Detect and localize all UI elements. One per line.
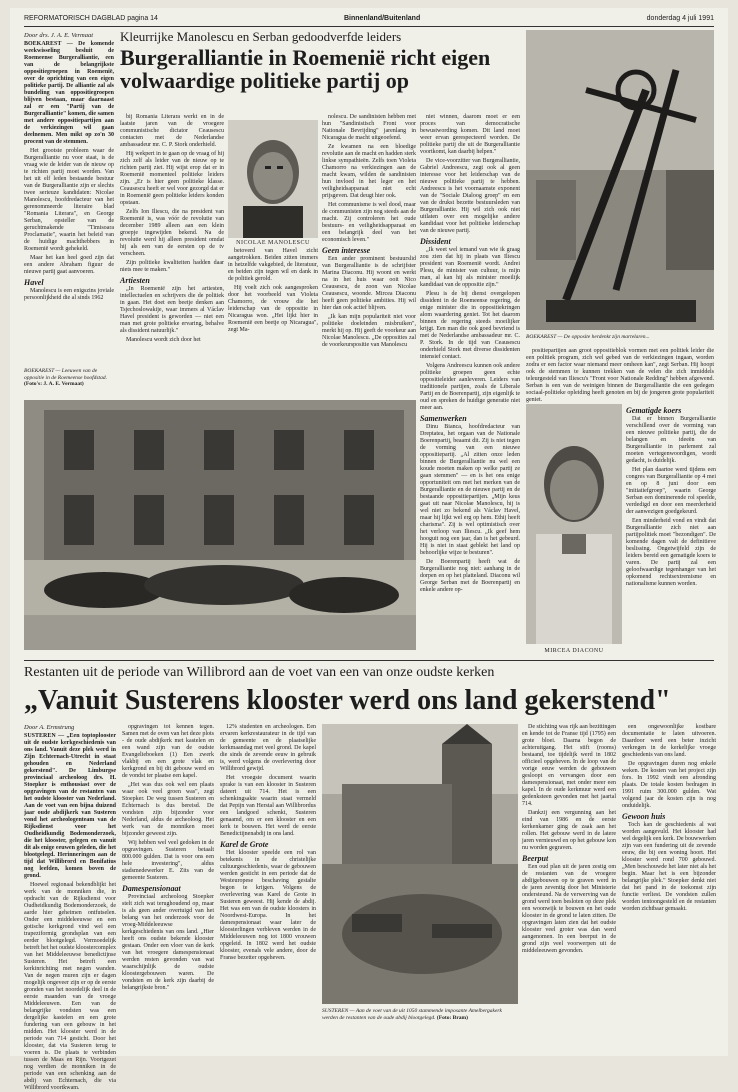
caption-text: SUSTEREN — Aan de voet van de uit 1050 stammende imposante Amelbergakerk werden de restanten van de oude abdij blootgelegd. — [322, 1008, 502, 1021]
article1-kicker: Kleurrijke Manolescu en Serban gedoodverfde leiders — [120, 29, 402, 44]
photo-manolescu — [228, 120, 318, 238]
article1-paragraph: „Ik kan mijn populariteit niet voor politieke doeleinden misbruiken", merkt hij op. Hij geeft de voorkeur aan Nicolae Manolescu. „De opposities zal de voorkeurspositie van Manolescu — [322, 314, 416, 348]
article2-paragraph: De stichting was rijk aan bezittingen en kende tot de Franse tijd (1795) een grote bloei. Daarna begon de achteruitgang. Het stift (rooms) bestaand, toe tijdelijk werd in 1802 officieel opgeheven. In de loop van de vorige eeuw werden de gebouwen gesloopt en vervangen door een damespensionaat, met onder meer een kapel. In de oude kerkmuur werd een gedenksteen gevonden met het jaartal 714. — [522, 724, 616, 807]
article1-col5 — [420, 114, 520, 654]
subhead-artiesten: Artiesten — [120, 276, 150, 285]
article2-col1 — [24, 724, 116, 1091]
article1-paragraph: nolescu. De sandinisten hebben met hun "Sandinistisch Front voor Nationale Bevrijding" jarenlang in Nicaragua de macht uitgeoefend. — [322, 114, 416, 141]
article1-lead: BOEKAREST — De komende weekwisseling besluit de Roemeense Burgeralliantie, een van de belangrijkste oppositiegroepen in Roemenië, over de oprichting van een eigen politieke partij. De alliantie zal als bundeling van oppositiegroepen blijven bestaan, maar daarnaast zal er een "Partij van de Burgeralliantie" komen, die samen met andere oppositiepartijen aan de verkiezingen wil gaan deelnemen. Men mikt op zo'n 30 procent van de stemmen. — [24, 41, 114, 145]
caption-bucharest-2: BOEKAREST — De opposite herdenkt zijn martelaren... — [526, 334, 650, 340]
article1-paragraph: „Ik weet wel iemand van wie ik graag zou zien dat hij in plaats van Iliescu president van Roemenië wordt. Andrei Plesu, de minister van cultuur, is mijn man, al kan hij als minister moeilijk kandidaat van de oppositie zijn." — [420, 247, 520, 288]
photo-caption-manolescu: NICOLAE MANOLESCU — [236, 240, 310, 246]
article1-paragraph: Zelfs Ion Iliescu, die na president van Roemenië is, was vóór de revolutie van december 1989 alleen aan een klein groepje ingewijden bekend. Na de revolutie werd hij alleen president omdat hij als een van de eersten op de tv verscheen. — [120, 209, 224, 257]
article1-byline: Door drs. J. A. E. Vermaat — [24, 32, 94, 39]
article2-col5 — [622, 724, 716, 1060]
photo-statue — [526, 30, 714, 330]
caption-susteren — [322, 1008, 518, 1021]
article1-paragraph: Manolescu is een enigszins joviale persoonlijkheid die al sinds 1962 — [24, 288, 114, 301]
article1-paragraph: Een ander prominent bestuurslid van Burgeralliantie is de schrijfster Marina Diaconu. Hij woont en werkt na in het huis waar ooit Nico Ceausescu, de zoon van Nicolae Ceausescu, woonde. Mircea Diaconu heeft geen politieke ambities. Hij wil hier dan ook actief blijven. — [322, 256, 416, 311]
article1-col3 — [228, 248, 318, 333]
article2-paragraph: Toch kan de geschiedenis al wat worden aangevuld. Het klooster had wel degelijk een kerk. De bouwwerken zijn van een fundering uit de zevende eeuw, die bij een woning hoort. Het klooster werd rond 700 gebouwd. „Men beschouwde het later niet als het begin. Maar het is een bijzonder belangrijke plek." Stoepker denkt niet dat het pand in de toekomst zijn functie verliest. De vondsten zullen worden tentoongesteld en de restanten worden zichtbaar gemaakt. — [622, 822, 716, 912]
caption-bucharest-1 — [24, 368, 112, 388]
article2-paragraph: „Het was dus ook wel een plaats waar ook veel groen was", zegt Stoepker. De weg tussen Susteren en Echternach is dus bereisd. De vondsten zijn bijzonder voor Nederland, aldus de archeoloog. Het werk van de monniken moet bijzonder geweest zijn. — [122, 782, 214, 837]
photo-bucharest-square — [24, 400, 416, 650]
article2-headline: „Vanuit Susterens klooster werd ons land gekerstend" — [24, 685, 671, 716]
photo-susteren-church — [322, 724, 518, 1004]
article2-byline: Door A. Ermstrung — [24, 724, 75, 731]
article2-paragraph: Het klooster speelde een rol van betekenis in de christelijke cultuurgeschiedenis, waar de gebouwen werden gesticht in een periode dat de Westeuropese beschaving gestalte begon te krijgen. Volgens de overlevering was Karel de Grote in Susteren geweest. Hij kende de abdij. Het was een van de oudste kloosters in Noordwest-Europa. In het damespensionaat waar later de kloosterlingen verbleven werden in de Middeleeuwen nog tot 1800 vrouwen opgeleid. In 1802 werd het oudste klooster, evenals vele andere, door de Franse bezetter opgeheven. — [220, 850, 316, 961]
article1-paragraph: Dat er binnen Burgeralliantie verschillend over de vorming van een nieuwe politieke partij, die de belangen en ideeën van Burgeralliantie in parlement zal moeten vertegenwoordigen, wordt gedacht, is duidelijk. — [626, 416, 716, 464]
article2-paragraph: De opgravingen duren nog enkele weken. De kosten van het project zijn fors. In 1992 vindt een afronding plaats. De totale kosten bedragen in 1991 ruim 300.000 gulden. Wat volgend jaar de kosten zijn is nog onduidelijk. — [622, 761, 716, 809]
article1-col6-top — [526, 348, 714, 402]
article1-paragraph: Hij voelt zich ook aangesproken door het voorbeeld van Violeta Chamorro, de vrouw die het leiderschap van de oppositie in Nicaragua won. „Het lijkt hier in Roemenië een beetje op Nicaragua", zegt Ma- — [228, 285, 318, 333]
article1-paragraph: Het communisme is wel dood, maar de communisten zijn nog steeds aan de macht. Zij controleren het oude bestuurs- en veiligheidsapparaat en een belangrijk deel van het economisch leven." — [322, 202, 416, 243]
article2-paragraph: Een oud plan uit de jaren zestig om de restanten van de vroegere abdijgebouwen op te graven werd in de jaren zeventig door het Ministerie ondersteund. Na de verwerving van de grond werd toen besloten op deze plek een woonwijk te bouwen en het oude klooster in de grond te laten zitten. De opgravingen laten zien dat het oudste klooster veel groter was dan werd aangenomen. In een beerput in de grond zijn veel voorwerpen uit de middeleeuwen gevonden. — [522, 864, 616, 954]
subhead-karel-de-grote: Karel de Grote — [220, 840, 269, 849]
caption-text: BOEKAREST — Leeuwen van de oppositie in de Roemeense hoofdstad. — [24, 368, 107, 381]
article1-paragraph: De vice-voorzitter van Burgeralliantie, Gabriel Andreescu, zegt ook al geen interesse voor het leiderschap van de nieuwe politieke partij te hebben. Andreescu is het voornaamste exponent van de "Sociale Dialoog groep" en een van de drukst bezette bestuursleden van Burgeralliantie. Hij wil zich ook niet uitlaten over een mogelijke andere kandidaat voor het politieke leiderschap van de nieuwe partij. — [420, 158, 520, 234]
article2-paragraph: Wij hebben wel veel gedoken in de opgravingen. Susteren betaalt 800.000 gulden. Dat is voor ons een hele investering", aldus stadsmedewerker E. Zits van de gemeente Susteren. — [122, 840, 214, 881]
article-divider — [24, 660, 714, 661]
article1-paragraph: Maar het kan heel goed zijn dat een andere Abraham figuur de nieuwe partij gaat aanvoeren. — [24, 255, 114, 275]
header-date: donderdag 4 juli 1991 — [646, 15, 714, 22]
article1-col2 — [120, 114, 224, 343]
article1-paragraph: De Boerenpartij heeft wat de Burgeralliantie nog niet: aanhang in de dorpen en op het platteland. Diaconu wil George Serban met de Boerenpartij en enkele andere op- — [420, 559, 520, 593]
article1-paragraph: Het grootste probleem waar de Burgeralliantie nu voor staat, is de vraag wie de leider van de nieuw op te richten partij moet worden. Van het uit elf leden bestaande bestuur van de Burgeralliantie zijn er slechts twee serieuze kandidaten: Nicolae Manolescu, hoofdredacteur van het gerenommeerde literaire blad "Romania Literara", en George Serban, opsteller van de geruchtmakende "Timisoara Proclamatie", waarin het beleid van de huidige machthebbers in Roemenië wordt gehekeld. — [24, 148, 114, 252]
article1-paragraph: Een minderheid vond en vindt dat Burgeralliantie zich niet aan partijpolitiek moet "bezondigen". De komende dagen valt de definitieve beslissing. Ongetwijfeld zijn de leiders bereid een gematigde koers te varen. De partij zal een geloofwaardige tegenhanger van het opkomend rechtsextremisme en nationalisme kunnen worden. — [626, 518, 716, 587]
article1-paragraph: Plesu is de bij dienst overgelopen dissident in de Roemeense regering, de enige minister die in oppositiekringen alom waardering geniet. Tot het daarom binnen de regering steeds moeilijker krijgt. Een man die ook goed bevriend is met de Nederlandse ambassadeur mr. C. P. Stork. In de tijd van Ceausescu onderhield Stork met diverse dissidenten intensief contact. — [420, 291, 520, 360]
article1-paragraph: Manolescu wordt zich door het — [126, 337, 201, 343]
article2-kicker: Restanten uit de periode van Willibrord aan de voet van een van onze oudste kerken — [24, 665, 495, 680]
photo-caption-diaconu: MIRCEA DIACONU — [544, 648, 604, 654]
article1-col4 — [322, 114, 416, 394]
article1-headline: Burgeralliantie in Roemenië richt eigen volwaardige politieke partij op — [120, 45, 491, 93]
photo-diaconu — [526, 404, 622, 644]
article1-paragraph: Hij wekpert in te gaan op de vraag of hij zich zelf als leider van de nieuw op te richten partij ziet. Hij wijst erop dat er in Roemenië momenteel politieke leiders zijn. „Er is hier geen politieke klasse. Ceausescu heeft er wel voor gezorgd dat er in Roemenië geen politieke leiders konden opstaan. — [120, 151, 224, 206]
subhead-koers: Gematigde koers — [626, 406, 682, 415]
article1-paragraph: niet winnen, daarom moet er een proces van democratische bewustwording komen. Dit land moet weer ervan gerespecteerd worden. De politieke partij die uit de Burgeralliantie voortkomt, kan daarbij helpen." — [420, 114, 520, 155]
article2-col2 — [122, 724, 214, 1060]
subhead-damespensionaat: Damespensionaat — [122, 884, 181, 893]
article2-paragraph: Het vroegste document waarin sprake is van een klooster in Susteren dateert uit 714. Het is een schenkingsakte waarin staat vermeld dat Pepijn van Herstal aan Willibrordus een landgoed schenkt, Susteren genaamd, om er een klooster en een kerk te bouwen. Het werd de eerste Benedictijnenabdij in ons land. — [220, 775, 316, 837]
page-header — [24, 14, 714, 27]
newspaper-page — [10, 8, 728, 1091]
article1-paragraph: „In Roemenië zijn het artiesten, intellectuelen en schrijvers die de politiek in gaan. Het doet een beetje denken aan Tsjechoslowakije, waar immers al Václav Havel president is geworden — niet een man met grote politieke ervaring, behalve als dissident natuurlijk." — [120, 286, 224, 334]
article1-paragraph: positiepartijen aan groot oppositieblok vormen met een politiek leider die een politiek program, zich wel gebed van de verkiezingen ingaan, worden zodra er een factor waar niemand meer omheen kan", zegt Serban. Hij hoopt ook de stemmen te kunnen trekken van de velen die zich inmiddels teleurgesteld van Iliescu's "Front voor Nationale Redding" hebben afgewend. Serban is een van de weinigen binnen de Burgeralliantie die een gedegen sociaal-politieke opleiding heeft genoten en bij de jongeren grote populariteit geniet. — [526, 348, 714, 403]
subhead-beerput: Beerput — [522, 854, 549, 863]
article1-paragraph: Ze kwamen na een bloedige revolutie aan de macht en hadden sterk linkse sympathieën. Zelfs toen Violeta Chamorro na verkiezingen aan de macht kwam, wilden de sandinisten hun invloed in het leger en het veiligheidsapparaat niet echt prijsgeven. Dat deugt hier ook. — [322, 144, 416, 199]
article2-lead: SUSTEREN — „Een toptoplooster uit de oudste kerkgeschiedenis van ons land. Vanuit deze plek werd in Zijn Echternach-Utrecht in staat gehouden en Nederland gekerstend". De Limburgse provinciaal archeoloog drs. H. Stoepker is enthousiast over de opgravingen van de restanten van het oudste klooster van Nederland. Aan de voet van een bijna duizend jaar oude abdijkerk van Susteren vond het archeologenteam van de Rijksdienst voor het Oudheidkundig Bodemonderzoek, die het klooster, gelegen en vanuit dit als enige eeuwen geleden, die het blootgelegd. Herinneringen aan de tijd dat Willibrord en Bonifatius nog leefden, komen boven de grond. — [24, 733, 116, 879]
header-paper-name: REFORMATORISCH DAGBLAD pagina 14 — [24, 15, 158, 22]
article2-paragraph: 12% studenten en archeologen. Een ervaren kerkrestaurateur in de tijd van de gemeente en de plaatselijke kerkmaandag met veel grond. De kapel die sinds de zevende eeuw in gebruik is, werd volgens de overlevering door Willibrord gewijd. — [220, 724, 316, 772]
subhead-geen-interesse: Geen interesse — [322, 246, 371, 255]
article2-col3 — [220, 724, 316, 1060]
article1-paragraph: Het plan daartoe werd tijdens een congres van Burgeralliantie op 4 mei en op 8 juni door een "initiatiefgroep", waarin George Serban een dominerende rol speelde, verdedigd en door een meerderheid der aanwezigen goedgekeurd. — [626, 467, 716, 515]
caption-credit: (Foto's: J. A. E. Vermaat) — [24, 381, 84, 387]
article1-paragraph: betoverd van Havel zicht aangetrokken. Beiden zitten immers in hetzelfde vakgebied, de literatuur, en beiden zijn tegen wil en dank in de politiek gerold. — [228, 248, 318, 282]
header-section: Binnenland/Buitenland — [344, 15, 421, 22]
article2-paragraph: Provinciaal archeoloog Stoepker stelt zich wat terughoudend op, maar is als geen ander overtuigd van het belang van het onderzoek voor de vroeg-Middeleeuwse kerkgeschiedenis van ons land. „Hier heeft ons oudste bekende klooster gestaan. Onder een vloer van de kerk van het vroegere damespensionaat werden resten gevonden van wat waarschijnlijk de oudste kloostergebouwen waren. De vondsten en de kerk zijn daarbij de belangrijkste bron." — [122, 894, 214, 991]
article1-paragraph: Dinu Bianca, hoofdredacteur van Dreptatea, het orgaan van de Nationale Boerenpartij, beaamt dit. Zij is niet tegen de vorming van een nieuwe oppositiepartij. „Al zitten onze leden binnen de Burgeralliantie nu wel een koude moeten maken op welke partij ze gaan stemmen" — en is het ons enige opportuniteit om met het merken van de Burgeralliantie en de nieuwe partij en de bestaande oppositiepartijen. „Mijn keus gaat uit naar Nicolae Manolescu, hij is wel niet zo bekend als Václav Havel, maar hij lijkt wel erg op hem. Ethij heeft charisma". Zij is wel optimistisch over het verloop van Iliescu. „Ik geef hem hooguit nog een jaar, dan is het gebeurd. Hij is niet in staat geblekt het land op behoorlijke wijze te besturen". — [420, 424, 520, 556]
subhead-dissident: Dissident — [420, 237, 451, 246]
subhead-samenwerken: Samenwerken — [420, 414, 467, 423]
article1-paragraph: Zijn politieke kwaliteiten hadden daar niets mee te maken." — [120, 260, 224, 273]
article1-col6 — [626, 404, 716, 654]
article1-col1 — [24, 32, 114, 301]
article2-paragraph: opgravingen tot kennen tegen. Samen met de oven van het deze plots - de oude abdijkerk met kastelen en een wand zijn van de oudste Evangelieboeken (1) Een zwerk vlakbij en een grote vlak en kerkgrond en bij dit gebouw werd en de vondst ter plaatse een kapel. — [122, 724, 214, 779]
article2-paragraph: Hoewel regionaal bekendblijkt het werk van de monniken die, in opdracht van de Rijksdienst voor Oudheidkundig Bodemonderzoek, de aarde hier geheimen ontfutselen. Onder een middeleeuwse en een gotische kerkgrond vind wel een trapeziformig grondsplan van een eerder blootgelegd. Vermoedelijk betreft het het oudste kloostercomplex van het Middeleeuwse benedictijnse Susteren. Het betreft een kerkinrichting met negen wanden. Van de negen muren zijn er dagen mogelijk ongeveer zijn er op de eerste gronden van het noordelijk deel in de eerste maanden van de vroege Middeleeuwen. Een van de belangrijke vondsten was een dergelijke kastelen en een grote fundering van een gebouw in het midden. Het klooster werd in de periode van 714 gesticht. Door het klooster, dat via Susteren terug te voeren is. De plaats te verbinden tussen de Maas en Rijn. Voortgezet nog verdien de monniken in de periode van een schenking aan de abdij van Echternach, die via Willibrord voortkwam. — [24, 882, 116, 1091]
article2-col4 — [522, 724, 616, 1060]
article2-paragraph: Dankzij een vergunning aan het eind van 1986 en de eerste kerkenkamer ging de zaak aan het rollen. Het gebouw werd in de latere jaren vernieuwd en op het gebouw kon nu worden gegraven. — [522, 810, 616, 851]
subhead-gewoon-huis: Gewoon huis — [622, 812, 666, 821]
article1-paragraph: Volgens Andreescu kunnen ook andere politieke groepen geen echte oppositieleider aanleveren. Leiders van traditionele partijen, zoals de Liberale Partij en de Boerenpartij, zijn eigenlijk te oud en spreken de huidige generatie niet meer aan. — [420, 363, 520, 411]
caption-credit: (Foto: Bram) — [436, 1014, 468, 1021]
subhead-havel: Havel — [24, 278, 44, 287]
article1-paragraph: bij Romania Literara werkt en in de laatste jaren van de vroegere communistische dictator Ceausescu contacten met de Nederlandse ambassadeur mr. C. P. Stork onderhield. — [120, 114, 224, 148]
article2-paragraph: een ongewoonlijke kostbare documentatie te laten uitvoeren. Daardoor werd een beter inzicht verkregen in de kerkelijke vroege geschiedenis van ons land. — [622, 724, 716, 758]
